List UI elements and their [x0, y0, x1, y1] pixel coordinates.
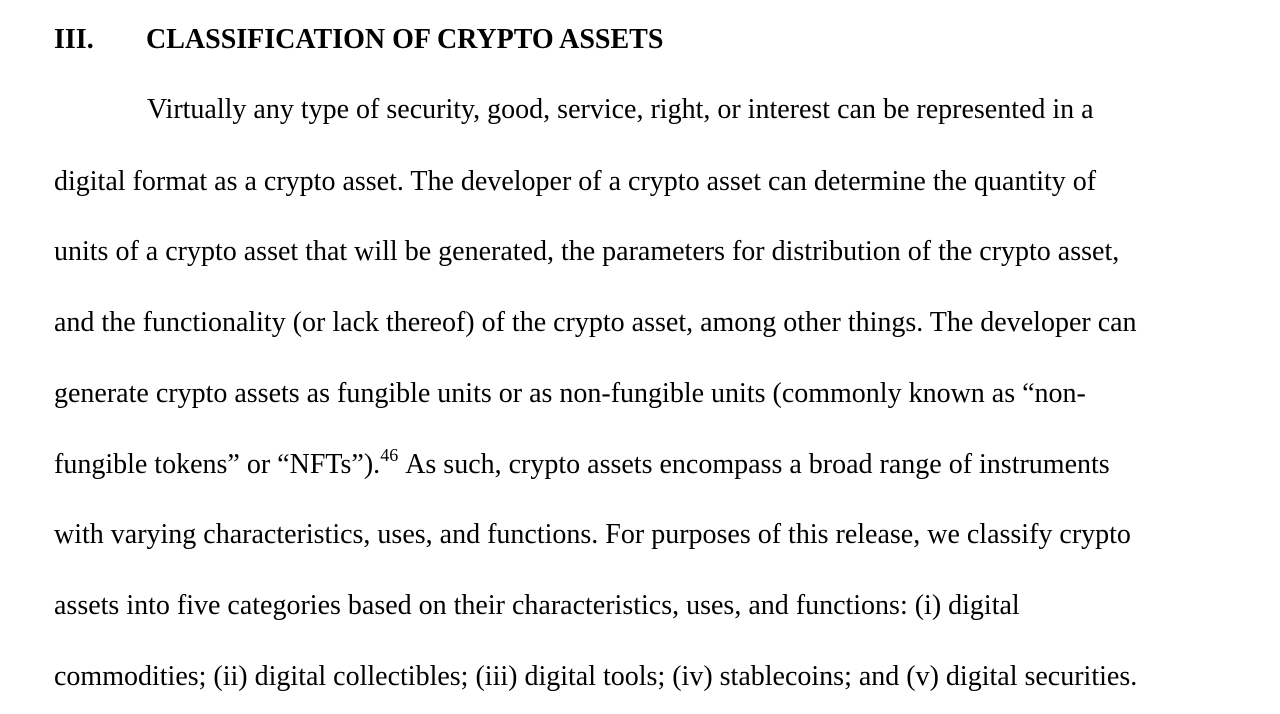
paragraph-line-5: generate crypto assets as fungible units or as non-fungible units (commonly known as “non-	[54, 378, 1086, 409]
paragraph-line-6	[54, 447, 1110, 483]
section-heading	[54, 22, 663, 58]
paragraph-line-7: with varying characteristics, uses, and functions. For purposes of this release, we classify crypto	[54, 519, 1131, 550]
paragraph-line-3: units of a crypto asset that will be generated, the parameters for distribution of the crypto asset,	[54, 236, 1120, 267]
paragraph-line-6-start: fungible tokens” or “NFTs”).	[54, 449, 381, 480]
paragraph-line-6-end: As such, crypto assets encompass a broad range of instruments	[405, 449, 1110, 480]
paragraph-line-4: and the functionality (or lack thereof) of the crypto asset, among other things. The developer can	[54, 307, 1137, 338]
paragraph-line-8: assets into five categories based on their characteristics, uses, and functions: (i) digital	[54, 590, 1020, 621]
section-number: III.	[54, 24, 94, 55]
footnote-reference[interactable]: 46	[380, 445, 399, 465]
paragraph-line-9: commodities; (ii) digital collectibles; (iii) digital tools; (iv) stablecoins; and (v) digital securities.	[54, 661, 1138, 692]
paragraph-line-2: digital format as a crypto asset. The developer of a crypto asset can determine the quantity of	[54, 166, 1097, 197]
paragraph-line-1: Virtually any type of security, good, service, right, or interest can be represented in a	[147, 94, 1094, 125]
section-title: CLASSIFICATION OF CRYPTO ASSETS	[146, 24, 664, 55]
